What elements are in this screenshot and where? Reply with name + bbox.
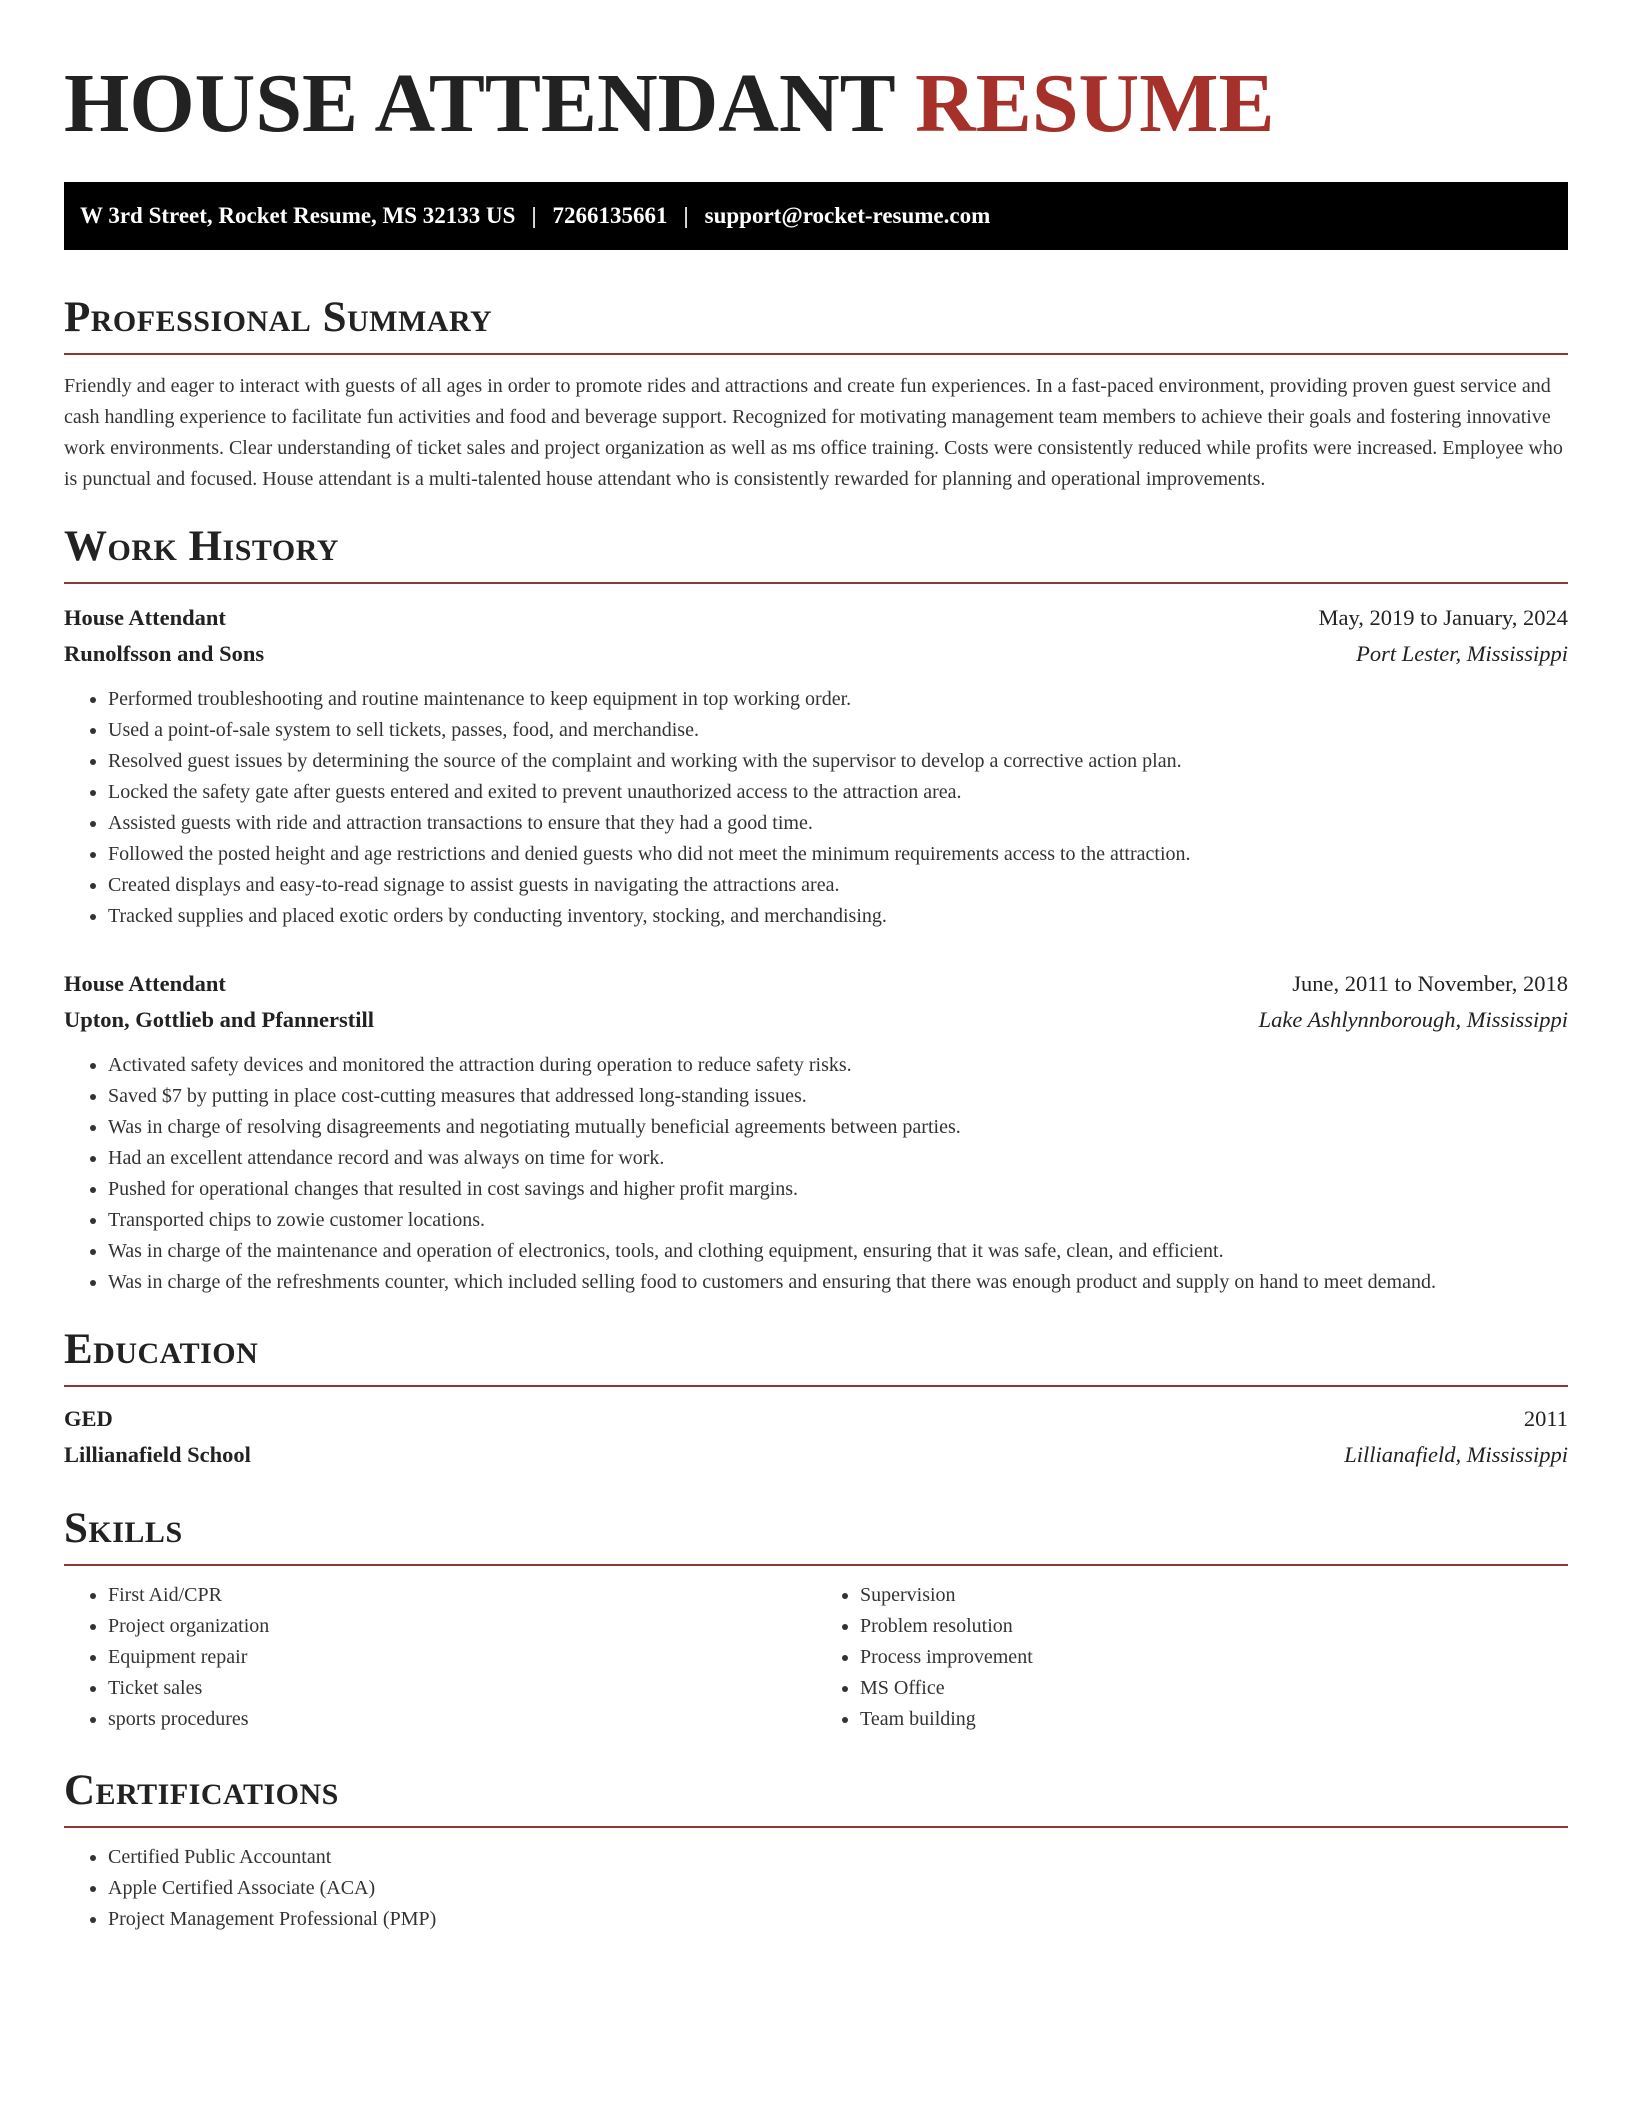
education-degree: GED bbox=[64, 1406, 113, 1432]
list-item: • Pushed for operational changes that resulted in cost savings and higher profit margins. bbox=[108, 1174, 1568, 1205]
certifications-list bbox=[64, 1842, 1568, 1935]
list-item: • Ticket sales bbox=[108, 1673, 816, 1704]
skills-right-list bbox=[816, 1580, 1568, 1735]
job-location: Lake Ashlynnborough, Mississippi bbox=[1258, 1007, 1568, 1033]
list-item: • Supervision bbox=[860, 1580, 1568, 1611]
contact-address: W 3rd Street, Rocket Resume, MS 32133 US bbox=[80, 203, 516, 229]
list-item: • Tracked supplies and placed exotic orders by conducting inventory, stocking, and merchandising. bbox=[108, 901, 1568, 932]
list-item: • MS Office bbox=[860, 1673, 1568, 1704]
job-title: House Attendant bbox=[64, 971, 226, 997]
skills-heading: Skills bbox=[64, 1507, 1568, 1566]
list-item: • Performed troubleshooting and routine maintenance to keep equipment in top working order. bbox=[108, 684, 1568, 715]
title-accent: RESUME bbox=[915, 57, 1275, 150]
job-location: Port Lester, Mississippi bbox=[1356, 641, 1568, 667]
education-degree-row bbox=[64, 1401, 1568, 1437]
job-company-row bbox=[64, 1002, 1568, 1038]
education-entry bbox=[64, 1401, 1568, 1473]
list-item: • Team building bbox=[860, 1704, 1568, 1735]
job-dates: June, 2011 to November, 2018 bbox=[1292, 971, 1568, 997]
list-item: • Followed the posted height and age restrictions and denied guests who did not meet the minimum requirements access to the attraction. bbox=[108, 839, 1568, 870]
education-heading: Education bbox=[64, 1328, 1568, 1387]
contact-phone: 7266135661 bbox=[552, 203, 668, 229]
contact-separator: | bbox=[531, 203, 537, 229]
list-item: • Transported chips to zowie customer locations. bbox=[108, 1205, 1568, 1236]
summary-heading: Professional Summary bbox=[64, 296, 1568, 355]
education-school: Lillianafield School bbox=[64, 1442, 251, 1468]
title-main: HOUSE ATTENDANT bbox=[64, 57, 895, 150]
list-item: • Was in charge of the maintenance and operation of electronics, tools, and clothing equipment, ensuring that it was safe, clean, and efficient. bbox=[108, 1236, 1568, 1267]
list-item: • Project Management Professional (PMP) bbox=[108, 1904, 1568, 1935]
list-item: • Process improvement bbox=[860, 1642, 1568, 1673]
job-company: Upton, Gottlieb and Pfannerstill bbox=[64, 1007, 375, 1033]
skills-left-list bbox=[64, 1580, 816, 1735]
work-history-heading: Work History bbox=[64, 525, 1568, 584]
resume-title bbox=[64, 58, 1568, 150]
list-item: • Certified Public Accountant bbox=[108, 1842, 1568, 1873]
job-company: Runolfsson and Sons bbox=[64, 641, 265, 667]
list-item: • Created displays and easy-to-read signage to assist guests in navigating the attractions area. bbox=[108, 870, 1568, 901]
list-item: • Resolved guest issues by determining the source of the complaint and working with the supervisor to develop a corrective action plan. bbox=[108, 746, 1568, 777]
skills-grid bbox=[64, 1580, 1568, 1735]
certifications-heading: Certifications bbox=[64, 1769, 1568, 1828]
list-item: • Apple Certified Associate (ACA) bbox=[108, 1873, 1568, 1904]
list-item: • Project organization bbox=[108, 1611, 816, 1642]
list-item: • Equipment repair bbox=[108, 1642, 816, 1673]
list-item: • First Aid/CPR bbox=[108, 1580, 816, 1611]
contact-separator: | bbox=[683, 203, 689, 229]
job-bullets bbox=[64, 684, 1568, 932]
list-item: • Had an excellent attendance record and was always on time for work. bbox=[108, 1143, 1568, 1174]
job-dates: May, 2019 to January, 2024 bbox=[1318, 605, 1568, 631]
job-entry bbox=[64, 600, 1568, 932]
list-item: • Was in charge of the refreshments counter, which included selling food to customers and ensuring that there was enough product and supply on hand to meet demand. bbox=[108, 1267, 1568, 1298]
education-year: 2011 bbox=[1523, 1406, 1568, 1432]
summary-text: Friendly and eager to interact with guests of all ages in order to promote rides and attractions and create fun experiences. In a fast-paced environment, providing proven guest service and cash handling experience to facilitate fun activities and food and beverage support. Recognized for motivating management team members to achieve their goals and fostering innovative work environments. Clear understanding of ticket sales and project organization as well as ms office training. Costs were consistently reduced while profits were increased. Employee who is punctual and focused. House attendant is a multi-talented house attendant who is consistently rewarded for planning and operational improvements. bbox=[64, 375, 1563, 491]
job-company-row bbox=[64, 636, 1568, 672]
list-item: • Saved $7 by putting in place cost-cutting measures that addressed long-standing issues. bbox=[108, 1081, 1568, 1112]
job-title-row bbox=[64, 966, 1568, 1002]
list-item: • sports procedures bbox=[108, 1704, 816, 1735]
education-location: Lillianafield, Mississippi bbox=[1344, 1442, 1568, 1468]
list-item: • Was in charge of resolving disagreements and negotiating mutually beneficial agreements between parties. bbox=[108, 1112, 1568, 1143]
job-title-row bbox=[64, 600, 1568, 636]
list-item: • Assisted guests with ride and attraction transactions to ensure that they had a good time. bbox=[108, 808, 1568, 839]
list-item: • Problem resolution bbox=[860, 1611, 1568, 1642]
list-item: • Locked the safety gate after guests entered and exited to prevent unauthorized access to the attraction area. bbox=[108, 777, 1568, 808]
job-title: House Attendant bbox=[64, 605, 226, 631]
job-entry bbox=[64, 966, 1568, 1298]
list-item: • Used a point-of-sale system to sell tickets, passes, food, and merchandise. bbox=[108, 715, 1568, 746]
education-school-row bbox=[64, 1437, 1568, 1473]
contact-bar bbox=[64, 182, 1568, 250]
contact-email[interactable]: support@rocket-resume.com bbox=[704, 203, 991, 229]
job-bullets bbox=[64, 1050, 1568, 1298]
list-item: • Activated safety devices and monitored the attraction during operation to reduce safety risks. bbox=[108, 1050, 1568, 1081]
